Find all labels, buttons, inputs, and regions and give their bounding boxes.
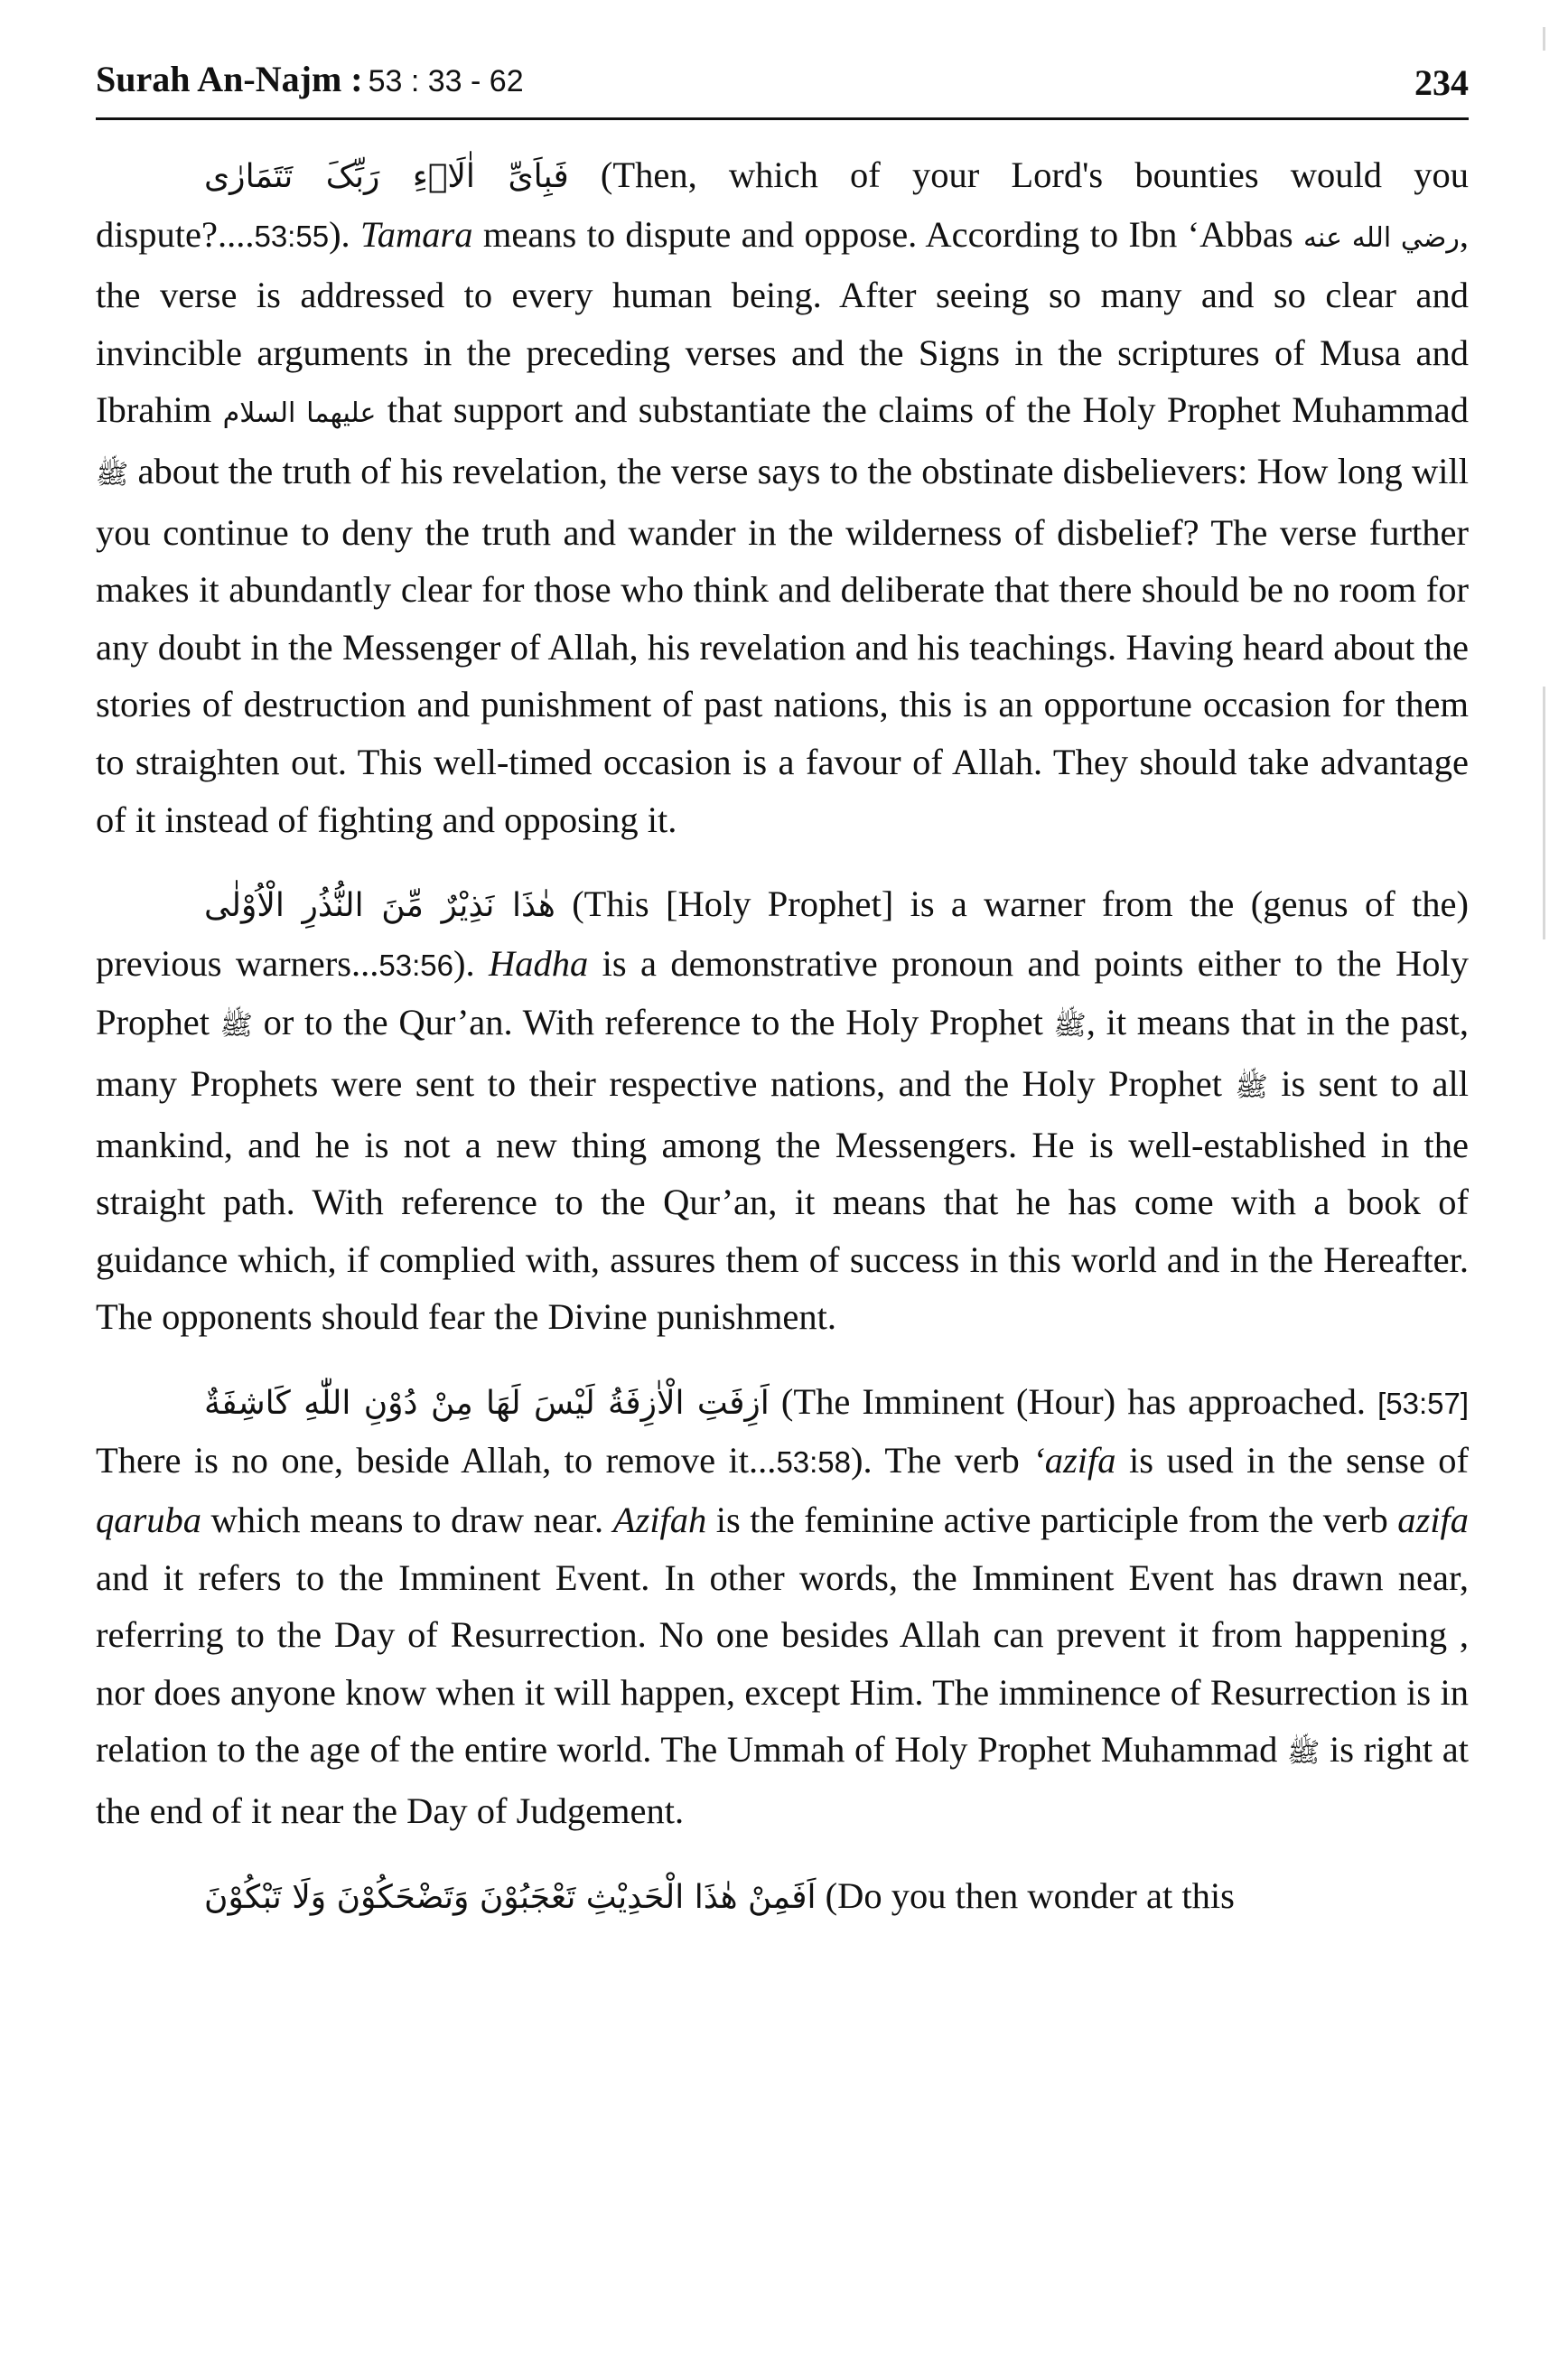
arabic-verse: هٰذَا نَذِيْرٌ مِّنَ النُّذُرِ الْاُوْلٰی	[204, 887, 555, 925]
verse-range: 53 : 33 - 62	[368, 64, 524, 98]
text-run: , it means that in the past, many Prophets were sent to their respective nations, and the Holy Prophet	[96, 1002, 1469, 1104]
italic-term: ‘azifa	[1032, 1440, 1116, 1481]
scan-margin-mark	[1543, 687, 1545, 939]
surah-name: Surah An-Najm :	[96, 59, 363, 99]
honorific-ligature: ﷺ	[1053, 1010, 1087, 1042]
text-run: which means to draw near.	[201, 1500, 613, 1541]
italic-term: Hadha	[488, 942, 589, 984]
text-run: (Do you then wonder at this	[816, 1874, 1235, 1916]
honorific-ligature: رضي الله عنه	[1302, 221, 1460, 254]
text-run: ).	[329, 213, 360, 255]
paragraph-verse-53-57	[96, 1373, 1469, 1840]
honorific-ligature: ﷺ	[1235, 1070, 1268, 1103]
honorific-ligature: ﷺ	[1287, 1737, 1321, 1770]
verse-reference: [53:57]	[1377, 1386, 1469, 1420]
italic-term: azifa	[1397, 1500, 1469, 1541]
italic-term: Tamara	[359, 213, 473, 255]
verse-reference: 53:55	[254, 219, 330, 253]
verse-reference: 53:58	[776, 1445, 852, 1480]
text-run: , the verse is addressed to every human being. After seeing so many and so clear and invincible arguments in the preceding verses and the Signs in the scriptures of Musa and Ibrahim	[96, 213, 1469, 431]
arabic-verse: فَبِاَیِّ اٰلَاۗءِ رَبِّکَ تَتَمَارٰی	[204, 158, 569, 195]
running-header	[96, 42, 1469, 114]
honorific-ligature: عليهما السلام	[222, 397, 377, 430]
honorific-ligature: ﷺ	[219, 1010, 253, 1042]
text-run: is the feminine active participle from the verb	[706, 1500, 1398, 1541]
text-run: and it refers to the Imminent Event. In other words, the Imminent Event has drawn near, referring to the Day of Resurrection. No one besides Allah can prevent it from happening , nor does anyone know when it will happen, except Him. The imminence of Resurrection is in relation to the age of the entire world. The Ummah of Holy Prophet Muhammad	[96, 1556, 1469, 1771]
verse-reference: 53:56	[378, 948, 453, 982]
text-run: is sent to all mankind, and he is not a new thing among the Messengers. He is well-established in the straight path. With reference to the Qur’an, it means that he has come with a book of guidance which, if complied with, assures them of success in this world and in the Hereafter. The opponents should fear the Divine punishment.	[96, 1062, 1469, 1338]
text-run: is used in the sense of	[1115, 1440, 1470, 1481]
body-text	[96, 146, 1469, 1926]
text-run: that support and substantiate the claims of the Holy Prophet Muhammad	[376, 389, 1469, 431]
honorific-ligature: ﷺ	[96, 458, 129, 491]
paragraph-verse-53-59	[96, 1867, 1469, 1927]
italic-term: Azifah	[612, 1500, 707, 1541]
text-run: There is no one, beside Allah, to remove it...	[96, 1440, 777, 1481]
text-run: (Then, which of your Lord's bounties would you dispute?....	[96, 154, 1469, 255]
text-run: means to dispute and oppose. According to Ibn ‘Abbas	[472, 213, 1303, 255]
arabic-verse: اَفَمِنْ هٰذَا الْحَدِيْثِ تَعْجَبُوْنَ وَتَضْحَكُوْنَ وَلَا تَبْكُوْنَ	[204, 1878, 817, 1916]
text-run: ). The verb	[851, 1440, 1033, 1481]
page-number: 234	[1414, 62, 1469, 103]
text-run: is right at the end of it near the Day of Judgement.	[96, 1729, 1469, 1832]
surah-title	[96, 58, 524, 100]
italic-term: qaruba	[96, 1500, 202, 1541]
text-run: or to the Qur’an. With reference to the Holy Prophet	[252, 1002, 1054, 1043]
text-run: about the truth of his revelation, the verse says to the obstinate disbelievers: How long will you continue to deny the truth and wander in the wilderness of disbelief? The verse further makes it abundantly clear for those who think and deliberate that there should be no room for any doubt in the Messenger of Allah, his revelation and his teachings. Having heard about the stories of destruction and punishment of past nations, this is an opportune occasion for them to straighten out. This well-timed occasion is a favour of Allah. They should take advantage of it instead of fighting and opposing it.	[96, 450, 1469, 840]
header-rule	[96, 117, 1469, 120]
paragraph-verse-53-55	[96, 146, 1469, 848]
scan-margin-mark	[1543, 27, 1545, 51]
paragraph-verse-53-56	[96, 875, 1469, 1346]
text-run: (The Imminent (Hour) has approached.	[769, 1380, 1378, 1422]
text-run: is a demonstrative pronoun and points either to the Holy Prophet	[96, 942, 1469, 1043]
text-run: ).	[453, 942, 489, 984]
text-run: (This [Holy Prophet] is a warner from the (genus of the) previous warners...	[96, 883, 1470, 984]
arabic-verse: اَزِفَتِ الْاٰزِفَةُ لَیْسَ لَهَا مِنْ دُوْنِ اللّٰهِ کَاشِفَةٌ	[204, 1384, 770, 1422]
